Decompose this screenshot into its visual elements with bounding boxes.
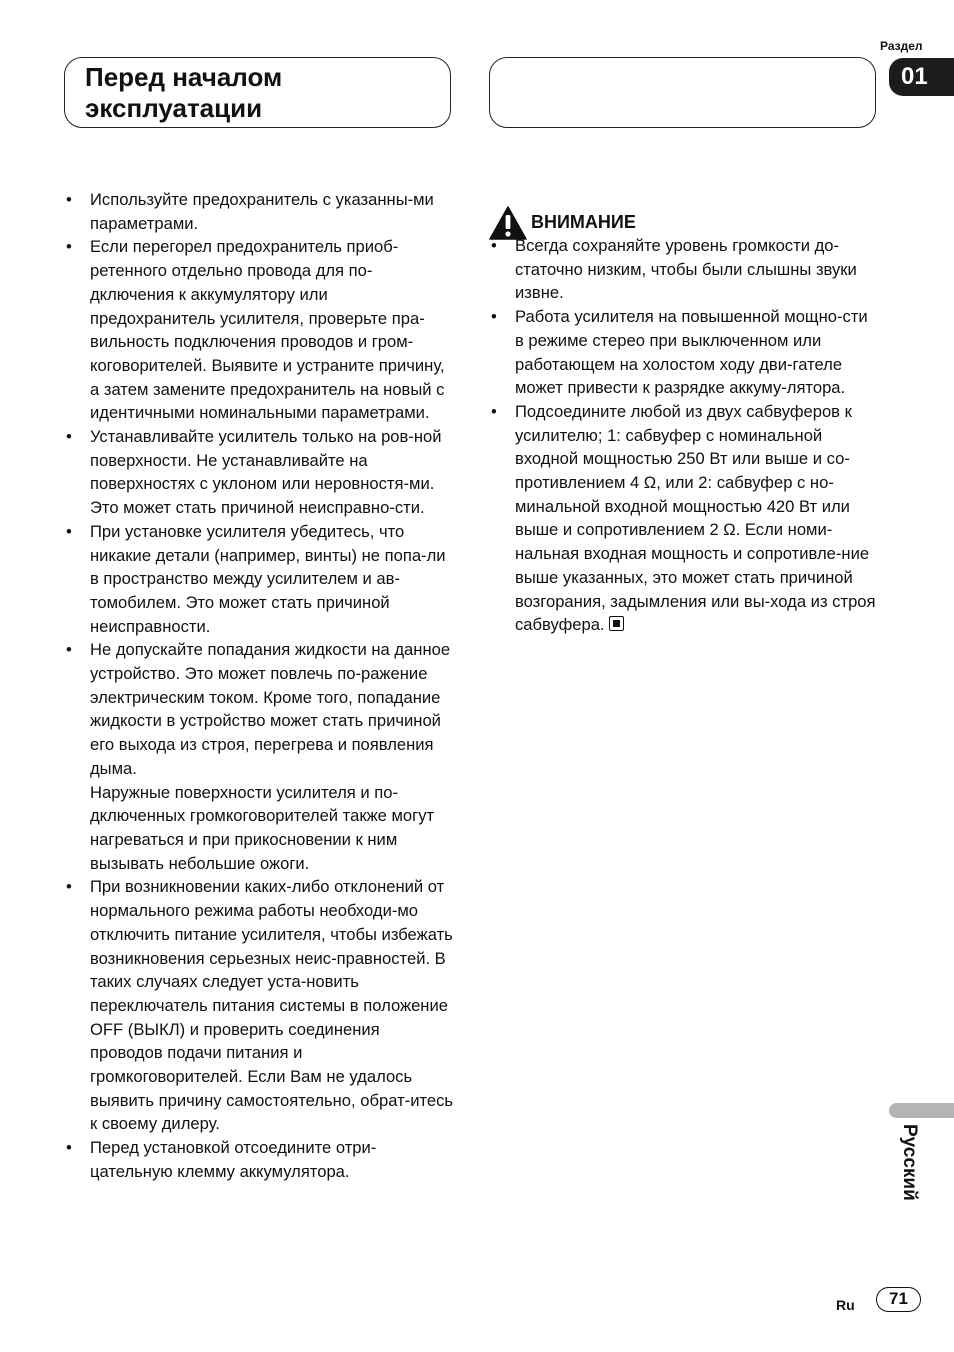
list-item: • Если перегорел предохранитель приоб-ретенного отдельно провода для по-дключения к аккумулятору или предохранитель усилителя, проверьте пра-вильность подключения проводов и гром-коговорителей. Выявите и устраните причину, а затем замените предохранитель на новый с идентичными номинальными параметрами. (64, 235, 456, 425)
list-item-text: Не допускайте попадания жидкости на данное устройство. Это может повлечь по-ражение электрическим током. Кроме того, попадание жидкости в устройство может стать причиной его выхода из строя, перегрева и появления дыма. (90, 640, 451, 778)
list-item: • Используйте предохранитель с указанны-ми параметрами. (64, 188, 456, 235)
list-item: • Перед установкой отсоедините отри-цательную клемму аккумулятора. (64, 1136, 456, 1183)
page-title-line1: Перед началом (85, 62, 283, 92)
section-label: Раздел (880, 39, 923, 53)
footer-language-code: Ru (836, 1297, 855, 1313)
list-item (489, 400, 881, 637)
page-number: 71 (876, 1287, 921, 1312)
list-item-text: Подсоедините любой из двух сабвуферов к усилителю; 1: сабвуфер с номинальной входной мощностью 250 Вт или выше и со-противлением 4 Ω, или 2: сабвуфер с но-минальной входной мощностью 420 Вт или выше и сопротивлением 2 Ω. Если номи-нальная входная мощность и сопротивле-ние выше указанных, это может стать причиной возгорания, задымления или вы-хода из строя сабвуфера. (515, 401, 876, 635)
page-title-line2: эксплуатации (85, 93, 263, 123)
caution-heading-text: ВНИМАНИЕ (531, 212, 636, 233)
language-tab (889, 1103, 954, 1118)
caution-section (489, 206, 881, 637)
list-item: • При возникновении каких-либо отклонений от нормального режима работы необходи-мо отключить питание усилителя, чтобы избежать возникновения серьезных неис-правностей. В таких случаях следует уста-новить переключатель питания системы в положение OFF (ВЫКЛ) и проверить соединения проводов подачи питания и громкоговорителей. Если Вам не удалось выявить причину самостоятельно, обрат-итесь к своему дилеру. (64, 875, 456, 1136)
header-empty-box (489, 57, 876, 128)
list-item: • При установке усилителя убедитесь, что никакие детали (например, винты) не попа-ли в пространство между усилителем и ав-томобилем. Это может стать причиной неисправности. (64, 520, 456, 639)
title-box (64, 57, 451, 128)
list-item-continuation: Наружные поверхности усилителя и по-дключенных громкоговорителей также могут нагреваться и при прикосновении к ним вызывать небольшие ожоги. (90, 782, 435, 873)
end-mark-icon (609, 616, 624, 631)
page-title (85, 62, 282, 124)
left-column (64, 188, 456, 1184)
section-number-tab: 01 (889, 58, 954, 96)
list-item (64, 638, 456, 875)
bullet-list-left (64, 188, 456, 1184)
list-item: • Устанавливайте усилитель только на ров-ной поверхности. Не устанавливайте на поверхностях с уклоном или неровностя-ми. Это может стать причиной неисправно-сти. (64, 425, 456, 520)
language-label: Русский (899, 1124, 920, 1201)
list-item: • Работа усилителя на повышенной мощно-сти в режиме стерео при выключенном или работающем на холостом ходу дви-гателе может привести к разрядке аккуму-лятора. (489, 305, 881, 400)
list-item: • Всегда сохраняйте уровень громкости до-статочно низким, чтобы были слышны звуки извне. (489, 234, 881, 305)
bullet-list-caution (489, 234, 881, 637)
